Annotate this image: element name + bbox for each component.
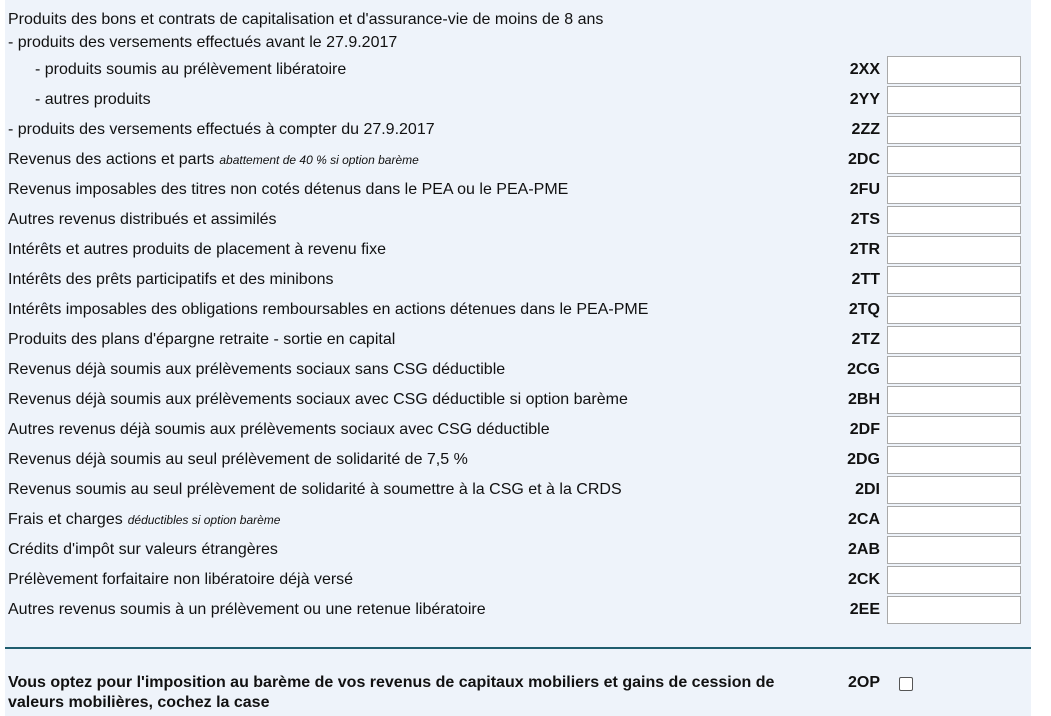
row-code: 2CK [847,571,880,588]
row-code: 2AB [847,541,880,558]
row-label-text: Revenus déjà soumis aux prélèvements sociaux avec CSG déductible si option barème [8,391,628,408]
optin-code: 2OP [847,674,880,691]
row-label [8,120,435,140]
form-row [0,266,1051,294]
section-subtitle: - produits des versements effectués avant le 27.9.2017 [8,34,398,51]
form-row [0,296,1051,324]
row-label-text: Revenus imposables des titres non cotés détenus dans le PEA ou le PEA-PME [8,181,569,198]
amount-input-2zz[interactable] [887,116,1021,144]
row-code: 2DC [847,151,880,168]
form-row [0,386,1051,414]
form-row [0,536,1051,564]
form-row [0,56,1051,84]
amount-input-2ab[interactable] [887,536,1021,564]
row-label [8,510,280,530]
row-label-text: Crédits d'impôt sur valeurs étrangères [8,541,278,558]
row-label-text: Autres revenus déjà soumis aux prélèvements sociaux avec CSG déductible [8,421,550,438]
row-label-text: Intérêts imposables des obligations remboursables en actions détenues dans le PEA-PME [8,301,649,318]
row-label-text: Revenus déjà soumis aux prélèvements sociaux sans CSG déductible [8,361,506,378]
row-label-text: Revenus des actions et parts [8,151,215,168]
row-label [8,390,628,410]
row-label-text: Produits des plans d'épargne retraite - sortie en capital [8,331,396,348]
form-row [0,596,1051,624]
row-code: 2TT [851,271,880,288]
row-label-text: Prélèvement forfaitaire non libératoire déjà versé [8,571,354,588]
form-row [0,86,1051,114]
amount-input-2di[interactable] [887,476,1021,504]
row-code: 2DG [847,451,880,468]
form-row [0,506,1051,534]
row-code: 2TS [850,211,880,228]
amount-input-2tz[interactable] [887,326,1021,354]
amount-input-2dg[interactable] [887,446,1021,474]
form-row [0,416,1051,444]
row-label-text: Intérêts des prêts participatifs et des minibons [8,271,334,288]
row-label-text: - autres produits [35,91,151,108]
row-code: 2DF [849,421,880,438]
section-divider [5,647,1031,649]
form-row [0,356,1051,384]
row-code: 2CA [847,511,880,528]
row-label-text: - produits soumis au prélèvement libératoire [35,61,347,78]
row-code: 2TZ [851,331,880,348]
optin-label: Vous optez pour l'imposition au barème de vos revenus de capitaux mobiliers et gains de cession de valeurs mobilières, cochez la case [8,674,775,711]
row-label [8,300,648,320]
row-label [35,90,151,110]
row-note: abattement de 40 % si option barème [219,153,419,167]
row-label [8,360,505,380]
amount-input-2tt[interactable] [887,266,1021,294]
row-code: 2TQ [848,301,880,318]
row-label [8,240,386,260]
form-row [0,446,1051,474]
row-label [35,60,346,80]
row-code: 2ZZ [851,121,880,138]
row-label-text: Revenus déjà soumis au seul prélèvement de solidarité de 7,5 % [8,451,468,468]
row-code: 2TR [849,241,880,258]
amount-input-2yy[interactable] [887,86,1021,114]
amount-input-2ck[interactable] [887,566,1021,594]
row-code: 2XX [849,61,880,78]
row-code: 2FU [849,181,880,198]
form-row [0,326,1051,354]
row-note: déductibles si option barème [127,513,281,527]
form-row [0,206,1051,234]
amount-input-2fu[interactable] [887,176,1021,204]
amount-input-2ee[interactable] [887,596,1021,624]
amount-input-2bh[interactable] [887,386,1021,414]
row-label-text: Autres revenus distribués et assimilés [8,211,277,228]
form-row [0,476,1051,504]
row-code: 2DI [855,481,880,498]
amount-input-2ts[interactable] [887,206,1021,234]
form-row [0,236,1051,264]
row-label [8,420,550,440]
row-label [8,600,486,620]
form-row [0,146,1051,174]
row-label [8,270,334,290]
row-label-text: Autres revenus soumis à un prélèvement ou une retenue libératoire [8,601,486,618]
form-row [0,116,1051,144]
row-label [8,150,419,170]
row-label [8,180,568,200]
row-code: 2BH [847,391,880,408]
row-label [8,480,622,500]
row-label [8,540,278,560]
row-code: 2YY [849,91,880,108]
row-label [8,450,468,470]
form-row [0,566,1051,594]
amount-input-2xx[interactable] [887,56,1021,84]
amount-input-2tr[interactable] [887,236,1021,264]
row-label [8,210,277,230]
optin-checkbox[interactable] [899,677,913,691]
row-code: 2EE [849,601,880,618]
amount-input-2df[interactable] [887,416,1021,444]
row-label [8,570,353,590]
form-row [0,176,1051,204]
amount-input-2dc[interactable] [887,146,1021,174]
row-code: 2CG [847,361,880,378]
row-label-text: Frais et charges [8,511,123,528]
row-label-text: Intérêts et autres produits de placement à revenu fixe [8,241,386,258]
amount-input-2cg[interactable] [887,356,1021,384]
row-label-text: Revenus soumis au seul prélèvement de solidarité à soumettre à la CSG et à la CRDS [8,481,622,498]
row-label [8,330,395,350]
row-label-text: - produits des versements effectués à compter du 27.9.2017 [8,121,435,138]
section-title: Produits des bons et contrats de capitalisation et d'assurance-vie de moins de 8 ans [8,11,604,28]
amount-input-2tq[interactable] [887,296,1021,324]
amount-input-2ca[interactable] [887,506,1021,534]
